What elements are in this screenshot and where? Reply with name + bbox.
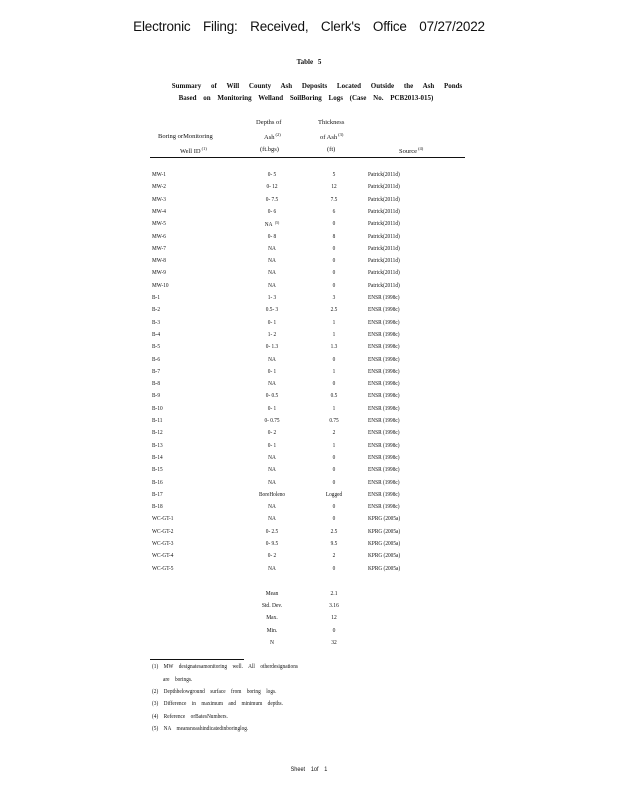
col-thickness-label-2: of Ash$^{(3)}$ <box>320 132 344 141</box>
cell-source: Patrick(2011d) <box>368 171 400 178</box>
cell-source: ENSR (1998c) <box>368 367 400 375</box>
cell-depth: NA $^{(5)}$ <box>264 220 280 229</box>
cell-well-id: WC-GT-2 <box>152 527 174 535</box>
cell-depth: NA <box>268 564 276 572</box>
cell-thickness: 0 <box>332 503 336 511</box>
cell-depth: 0- 1 <box>267 404 277 412</box>
cell-thickness: 0 <box>332 478 336 486</box>
footnote-line: (5) NA meansnoashindicatedinboringlog. <box>152 725 249 732</box>
cell-well-id: B-15 <box>152 466 163 474</box>
cell-thickness: 2.5 <box>330 306 338 314</box>
cell-well-id: B-14 <box>152 453 163 461</box>
cell-source: ENSR (1998c) <box>368 392 400 400</box>
cell-thickness: 0.5 <box>330 392 338 400</box>
cell-well-id: B-10 <box>152 404 163 412</box>
col-boring-footnote: (1) <box>201 146 207 151</box>
cell-depth: 0- 1 <box>267 367 277 375</box>
cell-well-id: B-11 <box>152 417 163 424</box>
stat-label: Std. Dev. <box>261 602 283 610</box>
cell-well-id: MW-7 <box>152 244 166 252</box>
cell-depth: NA <box>268 466 276 474</box>
cell-well-id: B-1 <box>152 294 160 301</box>
cell-source: KPRG (2005a) <box>368 564 401 572</box>
cell-depth: 0- 1 <box>267 441 277 449</box>
cell-thickness: 12 <box>331 183 337 191</box>
cell-well-id: B-3 <box>152 318 160 326</box>
cell-thickness: 0 <box>332 466 336 474</box>
cell-well-id: B-7 <box>152 367 160 375</box>
cell-thickness: 0 <box>332 515 336 523</box>
cell-thickness: 1 <box>332 318 336 326</box>
cell-depth: NA <box>268 355 276 363</box>
cell-depth: NA <box>268 244 276 252</box>
cell-depth: 0- 2 <box>267 552 277 560</box>
cell-depth: NA <box>268 380 276 388</box>
col-thickness-footnote: (3) <box>338 132 344 137</box>
cell-source: Patrick(2011d) <box>368 183 400 191</box>
cell-thickness: 2 <box>332 429 336 437</box>
stat-label: N <box>270 638 274 646</box>
cell-well-id: B-2 <box>152 306 160 314</box>
footnote-line: (4) Reference orBatesNumbers. <box>152 713 228 720</box>
cell-well-id: MW-5 <box>152 220 166 228</box>
cell-thickness: 5 <box>332 171 336 178</box>
footnote-line: are borings. <box>163 676 193 683</box>
cell-well-id: B-16 <box>152 478 163 486</box>
cell-source: KPRG (2005a) <box>368 540 401 547</box>
sheet-number: Sheet 1of 1 <box>290 766 328 773</box>
cell-thickness: 9.5 <box>330 540 338 547</box>
cell-source: ENSR (1998c) <box>368 429 400 437</box>
cell-depth: NA <box>268 515 276 523</box>
cell-source: Patrick(2011d) <box>368 281 400 289</box>
cell-source: ENSR (1998c) <box>368 404 400 412</box>
cell-source: ENSR (1998c) <box>368 355 400 363</box>
footnote-line: (1) MW designatesamonitoring well. All otherdesignations <box>152 663 298 670</box>
col-thickness-label-1: Thickness <box>318 119 345 126</box>
stat-value: 3.16 <box>329 602 339 610</box>
col-thickness-label-3: (ft) <box>327 146 336 153</box>
cell-well-id: MW-2 <box>152 183 166 191</box>
cell-depth: BoreHoleno <box>258 490 286 498</box>
col-source-footnote: (4) <box>418 146 424 151</box>
cell-well-id: B-5 <box>152 343 160 351</box>
cell-depth: 0- 0.75 <box>264 417 280 424</box>
cell-thickness: 0 <box>332 453 336 461</box>
cell-thickness: 0.75 <box>329 417 339 424</box>
cell-thickness: 2.5 <box>330 527 338 535</box>
cell-source: ENSR (1998c) <box>368 318 400 326</box>
cell-depth: 0- 1 <box>267 318 277 326</box>
cell-thickness: 0 <box>332 355 336 363</box>
cell-thickness: 7.5 <box>330 195 338 203</box>
cell-source: ENSR (1998c) <box>368 294 400 301</box>
col-depth-label-2: Ash$^{(2)}$ <box>264 132 281 141</box>
cell-source: ENSR (1998c) <box>368 478 400 486</box>
cell-thickness: 1 <box>332 367 336 375</box>
cell-source: KPRG (2005a) <box>368 515 401 523</box>
cell-source: ENSR (1998c) <box>368 503 400 511</box>
cell-depth: 0- 8 <box>267 232 277 240</box>
cell-source: Patrick(2011d) <box>368 232 400 240</box>
cell-thickness: 1 <box>332 330 336 338</box>
cell-well-id: B-4 <box>152 330 160 338</box>
stat-value: 2.1 <box>330 590 338 597</box>
cell-thickness: 0 <box>332 564 336 572</box>
cell-thickness: 1.3 <box>330 343 338 351</box>
cell-depth: 0- 2.5 <box>265 527 279 535</box>
cell-well-id: B-8 <box>152 380 160 388</box>
cell-well-id: WC-GT-3 <box>152 540 174 547</box>
footnote-line: (3) Difference in maximum and minimum depths. <box>152 700 283 707</box>
cell-depth: NA <box>268 257 276 265</box>
cell-depth: 0- 6 <box>267 207 277 215</box>
cell-well-id: B-13 <box>152 441 163 449</box>
cell-thickness: 2 <box>332 552 336 560</box>
cell-depth: NA <box>268 281 276 289</box>
stat-label: Mean <box>265 590 279 597</box>
cell-thickness: 0 <box>332 220 336 228</box>
cell-depth: 0- 5 <box>267 171 277 178</box>
cell-source: Patrick(2011d) <box>368 207 400 215</box>
cell-well-id: B-18 <box>152 503 163 511</box>
cell-well-id: MW-9 <box>152 269 166 277</box>
cell-source: Patrick(2011d) <box>368 244 400 252</box>
cell-thickness: 1 <box>332 441 336 449</box>
cell-well-id: B-9 <box>152 392 160 400</box>
col-source-label: Source$^{(4)}$ <box>399 146 424 155</box>
cell-source: ENSR (1998c) <box>368 343 400 351</box>
table-caption-line-2: Based on Monitoring Welland SoilBoring Logs (Case No. PCB2013-015) <box>178 94 434 102</box>
stat-value: 32 <box>331 638 337 646</box>
cell-source: ENSR (1998c) <box>368 466 400 474</box>
col-boring-label-1: Boring orMonitoring <box>158 133 213 140</box>
col-depth-footnote: (2) <box>275 132 281 137</box>
stat-label: Max. <box>266 614 278 622</box>
cell-well-id: MW-6 <box>152 232 166 240</box>
cell-depth: 1- 2 <box>267 330 277 338</box>
cell-well-id: MW-10 <box>152 281 169 289</box>
cell-depth: 0- 1.3 <box>265 343 279 351</box>
cell-thickness: 0 <box>332 269 336 277</box>
cell-source: KPRG (2005a) <box>368 527 401 535</box>
cell-thickness: 0 <box>332 257 336 265</box>
cell-well-id: WC-GT-4 <box>152 552 174 560</box>
cell-well-id: MW-8 <box>152 257 166 265</box>
cell-depth: 0- 12 <box>266 183 278 191</box>
cell-source: Patrick(2011d) <box>368 269 400 277</box>
cell-thickness: 1 <box>332 404 336 412</box>
table-caption-line-1: Summary of Will County Ash Deposits Located Outside the Ash Ponds <box>171 82 463 90</box>
cell-depth: NA <box>268 269 276 277</box>
cell-well-id: B-12 <box>152 429 163 437</box>
stat-label: Min. <box>266 626 278 634</box>
cell-well-id: B-17 <box>152 490 163 498</box>
filing-header: Electronic Filing: Received, Clerk's Office 07/27/2022 <box>133 19 485 34</box>
cell-source: KPRG (2005a) <box>368 552 401 560</box>
cell-well-id: WC-GT-1 <box>152 515 174 523</box>
cell-source: ENSR (1998c) <box>368 330 400 338</box>
cell-depth: NA <box>268 503 276 511</box>
cell-depth-footnote: (5) <box>274 220 280 226</box>
cell-source: ENSR (1998c) <box>368 306 400 314</box>
col-depth-label-1: Depths of <box>256 119 282 126</box>
cell-depth: 0- 9.5 <box>265 540 279 547</box>
cell-depth: 0- 2 <box>267 429 277 437</box>
cell-well-id: WC-GT-5 <box>152 564 174 572</box>
cell-thickness: Logged <box>325 490 343 498</box>
cell-well-id: B-6 <box>152 355 160 363</box>
header-rule <box>150 157 465 158</box>
cell-thickness: 6 <box>332 207 336 215</box>
cell-well-id: MW-4 <box>152 207 166 215</box>
col-depth-label-3: (ft.bgs) <box>260 146 279 153</box>
cell-thickness: 8 <box>332 232 336 240</box>
cell-depth: NA <box>268 453 276 461</box>
cell-source: ENSR (1998c) <box>368 417 400 424</box>
footnote-line: (2) Depthbelowground surface from boring logs. <box>152 688 277 695</box>
cell-source: Patrick(2011d) <box>368 195 400 203</box>
cell-thickness: 0 <box>332 281 336 289</box>
cell-thickness: 0 <box>332 244 336 252</box>
cell-well-id: MW-3 <box>152 195 166 203</box>
cell-source: ENSR (1998c) <box>368 453 400 461</box>
cell-source: ENSR (1998c) <box>368 490 400 498</box>
cell-source: Patrick(2011d) <box>368 220 400 228</box>
cell-thickness: 0 <box>332 380 336 388</box>
cell-depth: 1- 3 <box>267 294 277 301</box>
cell-depth: NA <box>268 478 276 486</box>
cell-well-id: MW-1 <box>152 171 166 178</box>
cell-depth: 0- 7.5 <box>265 195 279 203</box>
footnote-rule <box>150 659 244 660</box>
cell-depth: 0.5- 3 <box>265 306 279 314</box>
cell-depth: 0- 0.5 <box>265 392 279 400</box>
cell-source: ENSR (1998c) <box>368 380 400 388</box>
stat-value: 12 <box>331 614 337 622</box>
table-title: Table 5 <box>296 58 322 66</box>
col-boring-label-2: Well ID$^{(1)}$ <box>180 146 207 155</box>
cell-source: ENSR (1998c) <box>368 441 400 449</box>
cell-source: Patrick(2011d) <box>368 257 400 265</box>
stat-value: 0 <box>332 626 336 634</box>
cell-thickness: 3 <box>332 294 336 301</box>
